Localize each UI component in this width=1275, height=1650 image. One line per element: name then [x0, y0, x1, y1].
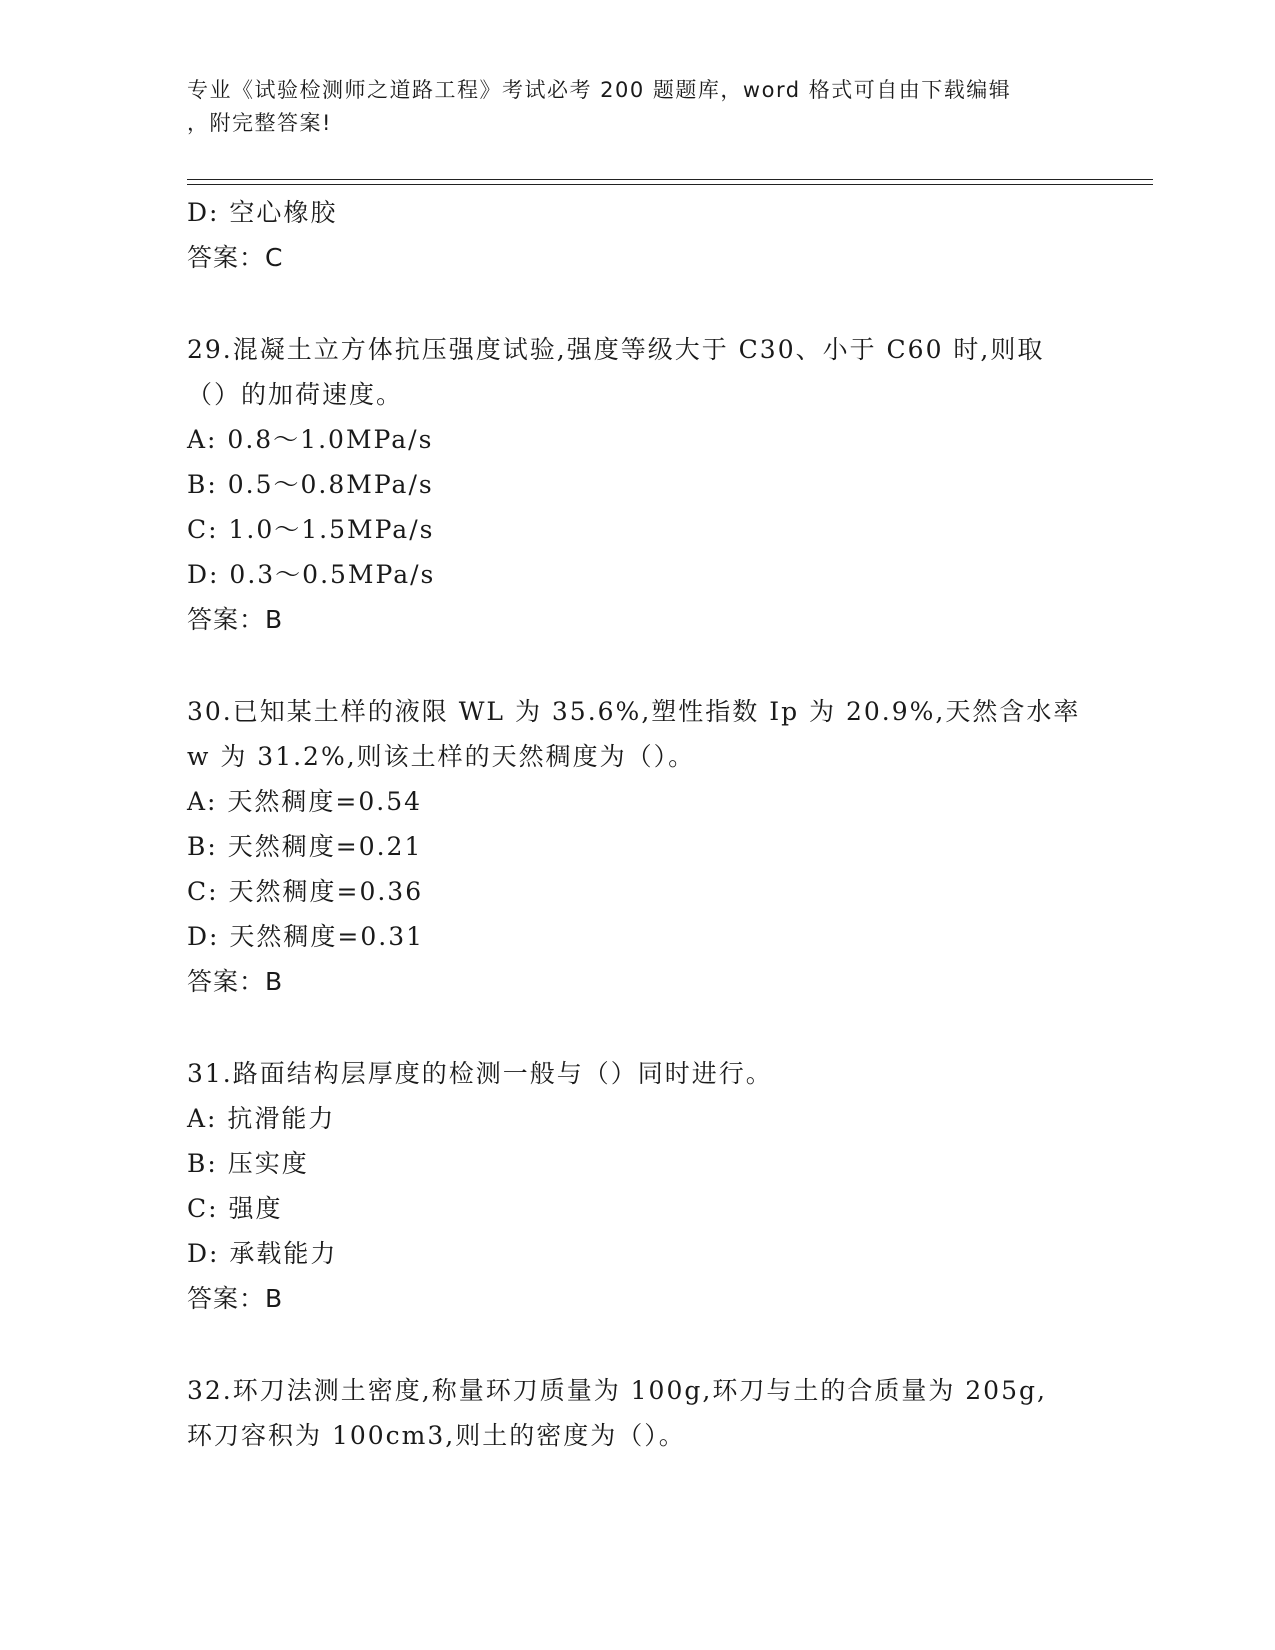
question-stem: 32.环刀法测土密度,称量环刀质量为 100g,环刀与土的合质量为 205g, — [187, 1376, 1047, 1405]
spacer — [187, 280, 1087, 327]
question-30 — [187, 689, 1087, 1004]
option-b: B: 压实度 — [187, 1149, 309, 1178]
question-29 — [187, 327, 1087, 642]
option-c: C: 1.0～1.5MPa/s — [187, 515, 435, 544]
option-c: C: 强度 — [187, 1194, 283, 1223]
option-d: D: 空心橡胶 — [187, 198, 338, 227]
answer-line: 答案：C — [187, 243, 284, 272]
option-d: D: 0.3～0.5MPa/s — [187, 560, 436, 589]
question-stem-continued: w 为 31.2%,则该土样的天然稠度为（）。 — [187, 742, 696, 771]
previous-question-tail — [187, 190, 1087, 280]
question-content — [187, 190, 1087, 1458]
header-title-line-1: 专业《试验检测师之道路工程》考试必考 200 题题库，word 格式可自由下载编辑 — [187, 78, 1012, 102]
spacer — [187, 1004, 1087, 1051]
option-a: A: 0.8～1.0MPa/s — [187, 425, 434, 454]
question-stem-continued: 环刀容积为 100cm3,则土的密度为（）。 — [187, 1421, 686, 1450]
answer-line: 答案：B — [187, 605, 284, 634]
question-stem: 30.已知某土样的液限 WL 为 35.6%,塑性指数 Ip 为 20.9%,天然含水率 — [187, 697, 1081, 726]
option-b: B: 0.5～0.8MPa/s — [187, 470, 434, 499]
header-title-line-2: ，附完整答案! — [187, 111, 332, 135]
option-a: A: 天然稠度=0.54 — [187, 787, 423, 816]
answer-line: 答案：B — [187, 967, 284, 996]
spacer — [187, 1321, 1087, 1368]
header-divider-top — [187, 179, 1153, 180]
option-d: D: 承载能力 — [187, 1239, 338, 1268]
header-divider-bottom — [187, 184, 1153, 185]
spacer — [187, 642, 1087, 689]
question-stem-continued: （）的加荷速度。 — [187, 380, 404, 409]
question-stem: 31.路面结构层厚度的检测一般与（）同时进行。 — [187, 1059, 773, 1088]
question-stem: 29.混凝土立方体抗压强度试验,强度等级大于 C30、小于 C60 时,则取 — [187, 335, 1045, 364]
question-31 — [187, 1051, 1087, 1321]
option-c: C: 天然稠度=0.36 — [187, 877, 424, 906]
option-d: D: 天然稠度=0.31 — [187, 922, 425, 951]
option-b: B: 天然稠度=0.21 — [187, 832, 423, 861]
page-header — [187, 74, 1067, 140]
question-32 — [187, 1368, 1087, 1458]
option-a: A: 抗滑能力 — [187, 1104, 336, 1133]
answer-line: 答案：B — [187, 1284, 284, 1313]
